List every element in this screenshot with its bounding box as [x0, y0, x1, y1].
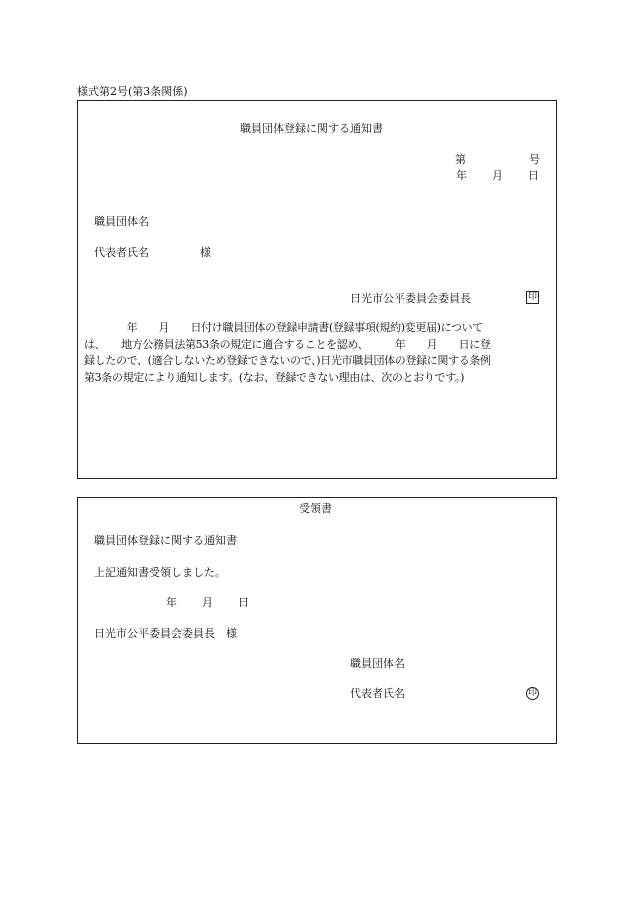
number-prefix: 第 [455, 153, 466, 166]
notice-body-line: は、 地方公務員法第53条の規定に適合することを認め、 年 月 日に登 [84, 337, 491, 351]
receipt-seal-icon: 印 [527, 688, 537, 698]
notice-date-month: 月 [492, 169, 503, 182]
receipt-addressee: 日光市公平委員会委員長 様 [94, 627, 237, 640]
receipt-subject: 職員団体登録に関する通知書 [94, 534, 237, 547]
notice-body-line: 年 月 日付け職員団体の登録申請書(登録事項(規約)変更届)について [84, 321, 483, 334]
receipt-org-name-label: 職員団体名 [350, 657, 405, 670]
number-suffix: 号 [529, 153, 540, 166]
rep-honorific: 様 [200, 246, 211, 259]
form-label: 様式第2号(第3条関係) [77, 85, 188, 98]
issuer-seal-icon: 印 [527, 292, 537, 302]
notice-box [77, 100, 557, 479]
receipt-date-month: 月 [202, 596, 213, 609]
notice-body [84, 320, 554, 386]
receipt-date-year: 年 [166, 596, 177, 609]
org-name-label: 職員団体名 [94, 215, 149, 228]
receipt-date-day: 日 [238, 596, 249, 609]
receipt-title: 受領書 [299, 502, 332, 515]
notice-title: 職員団体登録に関する通知書 [240, 122, 383, 135]
issuer-name: 日光市公平委員会委員長 [350, 292, 471, 305]
notice-body-line: 録したので、(適合しないため登録できないので、)日光市職員団体の登録に関する条例 [84, 354, 491, 367]
notice-date-day: 日 [528, 169, 539, 182]
receipt-rep-name-label: 代表者氏名 [350, 687, 405, 700]
notice-date-year: 年 [456, 169, 467, 182]
rep-name-label: 代表者氏名 [94, 246, 149, 259]
receipt-received-text: 上記通知書受領しました。 [94, 566, 226, 579]
notice-body-line: 第3条の規定により通知します。(なお、登録できない理由は、次のとおりです。) [84, 370, 465, 384]
